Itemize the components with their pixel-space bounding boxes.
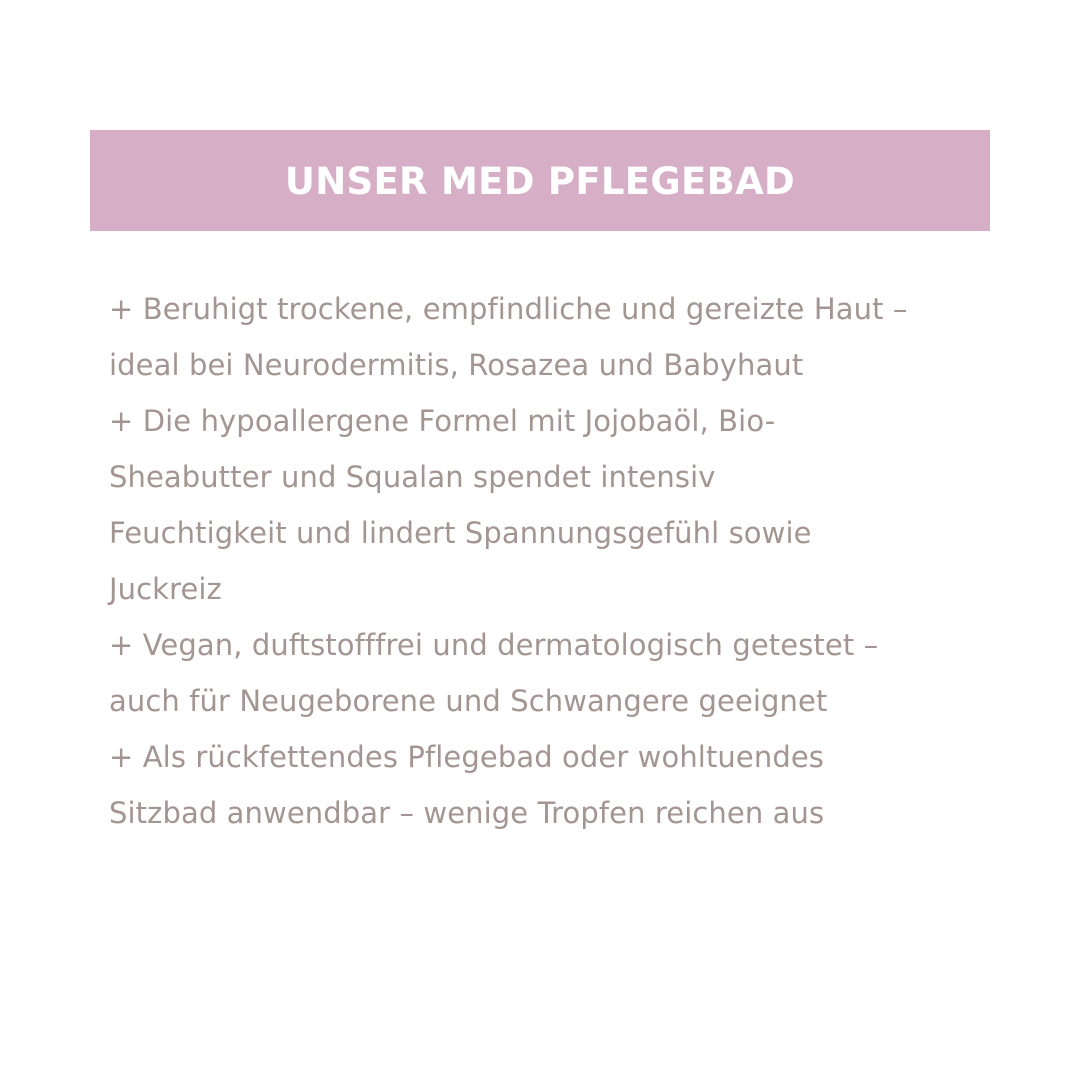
list-item-line: + Als rückfettendes Pflegebad oder wohltuendes	[109, 740, 824, 774]
list-item-line: Sheabutter und Squalan spendet intensiv	[109, 460, 716, 494]
list-item	[109, 281, 989, 393]
list-item	[109, 393, 989, 617]
list-item-line: + Die hypoallergene Formel mit Jojobaöl, Bio-	[109, 404, 776, 438]
list-item-line: Feuchtigkeit und lindert Spannungsgefühl sowie	[109, 516, 812, 550]
benefits-list	[109, 281, 989, 841]
title-banner	[90, 130, 990, 231]
list-item-line: Sitzbad anwendbar – wenige Tropfen reichen aus	[109, 796, 825, 830]
list-item-line: auch für Neugeborene und Schwangere geeignet	[109, 684, 828, 718]
list-item-line: ideal bei Neurodermitis, Rosazea und Babyhaut	[109, 348, 804, 382]
page-title: UNSER MED PFLEGEBAD	[284, 160, 796, 203]
list-item	[109, 617, 989, 729]
list-item-line: + Beruhigt trockene, empfindliche und gereizte Haut –	[109, 292, 908, 326]
list-item-line: Juckreiz	[109, 572, 222, 606]
list-item	[109, 729, 989, 841]
list-item-line: + Vegan, duftstofffrei und dermatologisch getestet –	[109, 628, 879, 662]
